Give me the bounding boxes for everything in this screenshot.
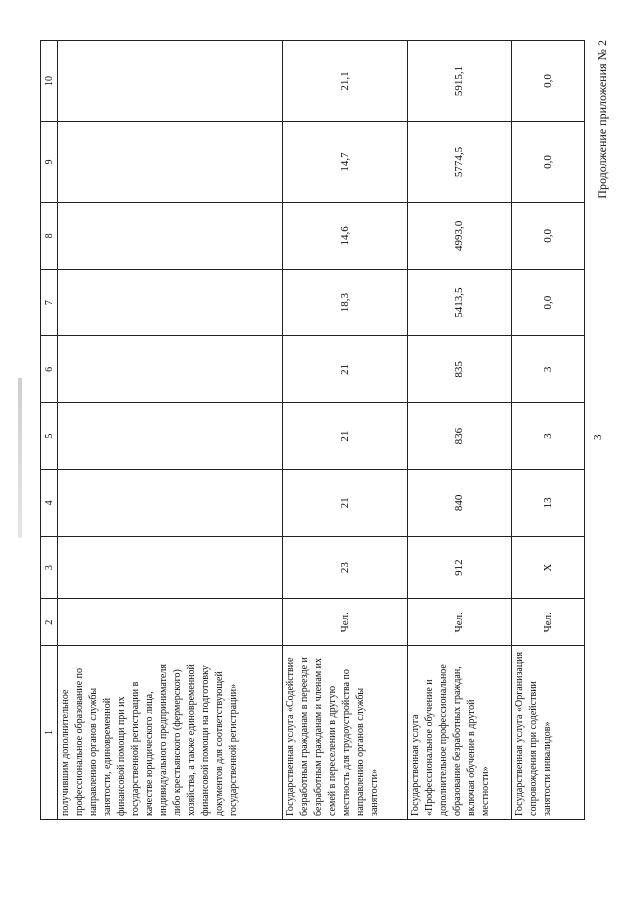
row-description: получившим дополнительное профессиональное образование по направлению органов службы занятости, единовременной финансовой помощи при их государственной регистрации в качестве юридического лица, индивидуального предпринимателя либо крестьянского (фермерского) хозяйства, а также единовременной финансовой помощи на подготовку документов для соответствующей государственной регистрации» [58,646,283,820]
header-row [41,41,58,820]
table-cell [58,122,283,203]
table-cell: 3 [511,336,584,403]
table-cell: 18,3 [282,269,407,336]
table-row [282,41,407,820]
page-number: 3 [592,434,604,440]
row-description: Государственная услуга «Содействие безработным гражданам в переезде и безработным гражданам и членам их семей в переселении в другую местность для трудоустройства по направлению органов службы занятости» [282,646,407,820]
column-header: 8 [41,202,58,269]
table-cell: Чел. [511,599,584,646]
table-cell: 835 [407,336,511,403]
table-cell: 5413,5 [407,269,511,336]
table-cell: 21 [282,403,407,470]
table-cell: 13 [511,469,584,536]
scan-artifact [18,378,22,538]
table-cell [58,41,283,122]
table-cell: 23 [282,536,407,599]
column-header: 5 [41,403,58,470]
table-cell: 836 [407,403,511,470]
rotated-page [40,40,620,820]
table-cell: 5915,1 [407,41,511,122]
column-header: 7 [41,269,58,336]
table-cell: 21 [282,336,407,403]
table-cell: 0,0 [511,269,584,336]
table-row [58,41,283,820]
column-header: 1 [41,646,58,820]
table-cell [58,403,283,470]
row-description: Государственная услуга «Организация сопровождения при содействии занятости инвалидов» [511,646,584,820]
table-cell: 5774,5 [407,122,511,203]
table-row [511,41,584,820]
table-cell [58,269,283,336]
column-header: 3 [41,536,58,599]
table-cell: 0,0 [511,202,584,269]
appendix-caption: Продолжение приложения № 2 [595,40,609,199]
column-header: 10 [41,41,58,122]
table-cell: 3 [511,403,584,470]
column-header: 9 [41,122,58,203]
table-cell: 21,1 [282,41,407,122]
table-cell: Чел. [282,599,407,646]
table-row [407,41,511,820]
row-description: Государственная услуга «Профессиональное обучение и дополнительное профессиональное образование безработных граждан, включая обучение в другой местности» [407,646,511,820]
column-header: 6 [41,336,58,403]
table-cell [58,469,283,536]
table-cell [58,202,283,269]
table-cell [58,336,283,403]
table-cell: Х [511,536,584,599]
table-cell [58,536,283,599]
table-cell: 14,6 [282,202,407,269]
table-cell: 0,0 [511,41,584,122]
table-cell: 912 [407,536,511,599]
column-header: 2 [41,599,58,646]
column-header: 4 [41,469,58,536]
table-cell [58,599,283,646]
table-cell: 840 [407,469,511,536]
data-table [40,40,585,820]
table-cell: 21 [282,469,407,536]
table-cell: 0,0 [511,122,584,203]
table-cell: 4993,0 [407,202,511,269]
table-cell: Чел. [407,599,511,646]
table-cell: 14,7 [282,122,407,203]
